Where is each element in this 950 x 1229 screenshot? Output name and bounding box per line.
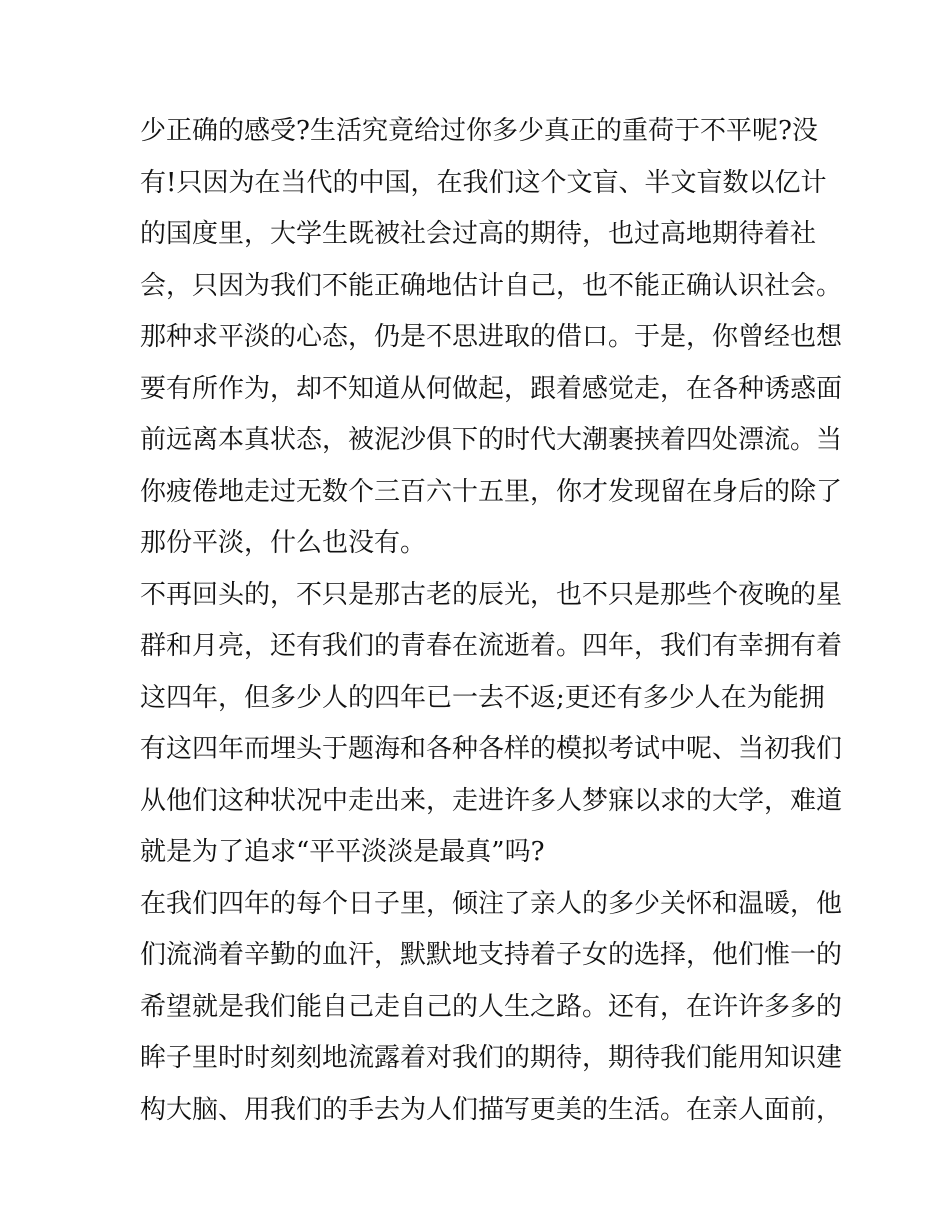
text-line: 有!只因为在当代的中国，在我们这个文盲、半文盲数以亿计 (140, 167, 827, 198)
text-line: 那份平淡，什么也没有。 (140, 528, 427, 558)
text-line: 们流淌着辛勤的血汗，默默地支持着子女的选择，他们惟一的 (140, 940, 843, 970)
text-line: 那种求平淡的心态，仍是不思进取的借口。于是，你曾经也想 (140, 322, 843, 352)
text-line: 的国度里，大学生既被社会过高的期待，也过高地期待着社 (140, 219, 817, 249)
text-line: 要有所作为，却不知道从何做起，跟着感觉走，在各种诱惑面 (140, 373, 843, 404)
text-line: 从他们这种状况中走出来，走进许多人梦寐以求的大学，难道 (140, 785, 843, 816)
body-text (140, 106, 843, 1136)
text-line: 这四年，但多少人的四年已一去不返;更还有多少人在为能拥 (140, 682, 825, 713)
text-line: 会，只因为我们不能正确地估计自己，也不能正确认识社会。 (140, 270, 843, 301)
text-line: 群和月亮，还有我们的青春在流逝着。四年，我们有幸拥有着 (140, 631, 843, 661)
text-line: 眸子里时时刻刻地流露着对我们的期待，期待我们能用知识建 (140, 1043, 843, 1073)
text-line: 就是为了追求“平平淡淡是最真”吗? (140, 837, 545, 867)
text-line: 在我们四年的每个日子里，倾注了亲人的多少关怀和温暖，他 (140, 888, 843, 919)
text-line: 有这四年而埋头于题海和各种各样的模拟考试中呢、当初我们 (140, 734, 843, 764)
text-line: 前远离本真状态，被泥沙俱下的时代大潮裹挟着四处漂流。当 (140, 425, 843, 455)
text-line: 构大脑、用我们的手去为人们描写更美的生活。在亲人面前， (140, 1094, 843, 1125)
text-line: 少正确的感受?生活究竟给过你多少真正的重荷于不平呢?没 (140, 116, 818, 146)
text-line: 不再回头的，不只是那古老的辰光，也不只是那些个夜晚的星 (140, 579, 843, 610)
text-line: 你疲倦地走过无数个三百六十五里，你才发现留在身后的除了 (140, 476, 843, 507)
text-line: 希望就是我们能自己走自己的人生之路。还有，在许许多多的 (140, 991, 843, 1022)
